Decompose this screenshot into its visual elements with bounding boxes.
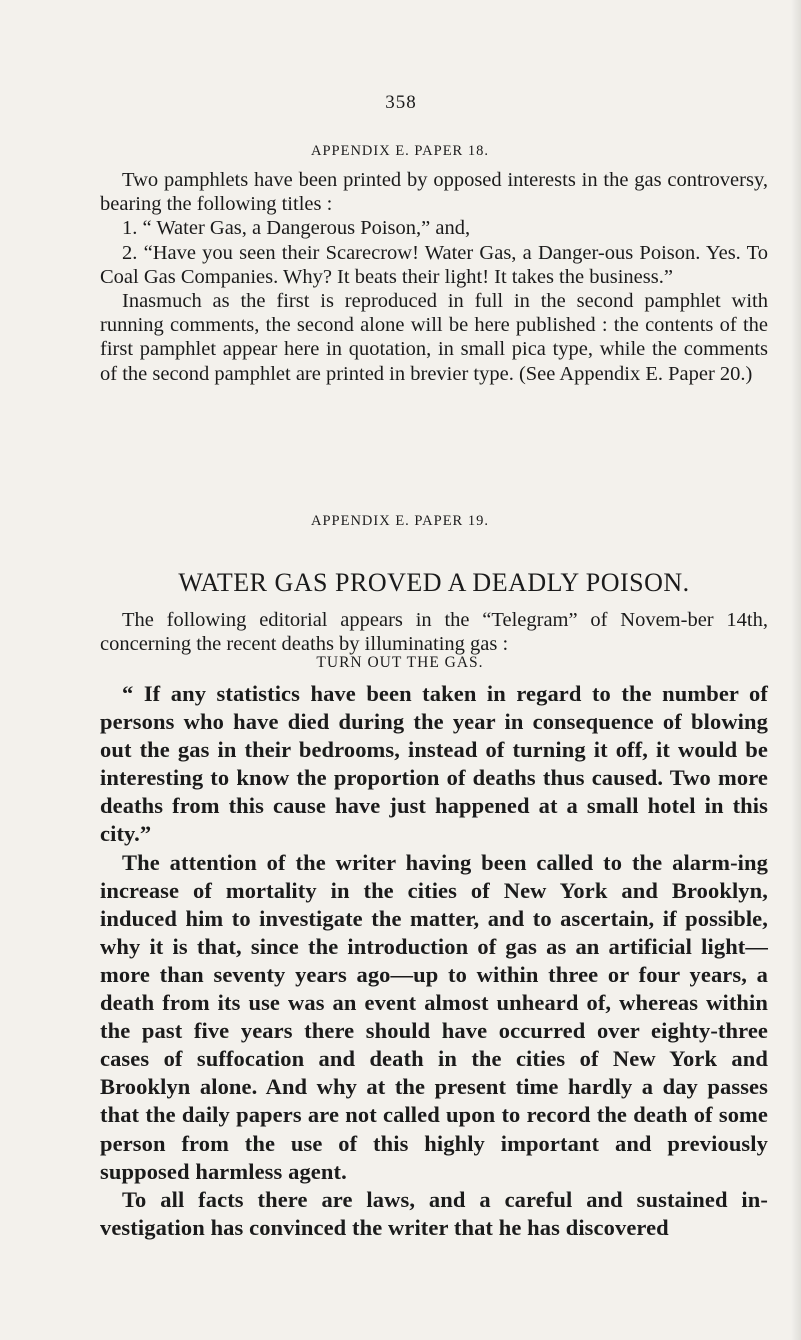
page-edge-shadow <box>791 0 801 1340</box>
body-paragraph-investigation: The attention of the writer having been called to the alarm-ing increase of mortality in the cities of New York and Brooklyn, induced him to investigate the matter, and to ascertain, if possible, why it is that, since the introduction of gas as an artificial light—more than seventy years ago—up to within three or four years, a death from its use was an event almost unheard of, whereas within the past five years there should have occurred over eighty-three cases of suffocation and death in the cities of New York and Brooklyn alone. And why at the present time hardly a day passes that the daily papers are not called upon to record the death of some person from the use of this highly important and previously supposed harmless agent. <box>100 849 768 1184</box>
body-block <box>100 680 768 1242</box>
body-paragraph-laws: To all facts there are laws, and a careful and sustained in-vestigation has convinced the writer that he has discovered <box>100 1186 768 1240</box>
intro-title-two: 2. “Have you seen their Scarecrow! Water Gas, a Danger-ous Poison. Yes. To Coal Gas Companies. Why? It beats their light! It takes the business.” <box>100 241 768 288</box>
intro-block <box>100 168 768 386</box>
intro-paragraph: Two pamphlets have been printed by opposed interests in the gas controversy, bearing the following titles : <box>100 169 768 216</box>
lead-paragraph: The following editorial appears in the “Telegram” of Novem-ber 14th, concerning the recent deaths by illuminating gas : <box>100 609 768 656</box>
running-head: APPENDIX E. PAPER 18. <box>311 143 489 159</box>
section-head: APPENDIX E. PAPER 19. <box>311 513 489 529</box>
page-number: 358 <box>385 92 417 113</box>
quoted-editorial-paragraph: “ If any statistics have been taken in regard to the number of persons who have died during the year in consequence of blowing out the gas in their bedrooms, instead of turning it off, it would be interesting to know the proportion of deaths thus caused. Two more deaths from this cause have just happened at a small hotel in this city.” <box>100 681 768 847</box>
editorial-subhead: TURN OUT THE GAS. <box>316 654 484 671</box>
lead-block <box>100 608 768 656</box>
intro-title-one: 1. “ Water Gas, a Dangerous Poison,” and, <box>122 217 471 240</box>
intro-paragraph-explanation: Inasmuch as the first is reproduced in full in the second pamphlet with running comments, the second alone will be here published : the contents of the first pamphlet appear here in quotation, in small pica type, while the comments of the second pamphlet are printed in brevier type. (See Appendix E. Paper 20.) <box>100 290 768 385</box>
article-title: WATER GAS PROVED A DEADLY POISON. <box>178 568 690 597</box>
